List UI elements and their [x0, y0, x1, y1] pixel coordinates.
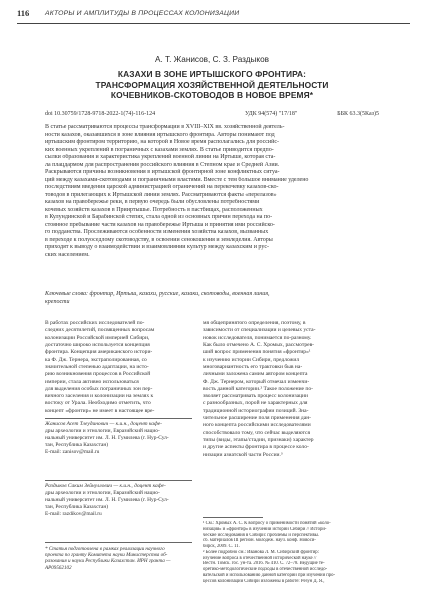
keywords-label: Ключевые слова:: [45, 291, 89, 297]
footnote-line: Вестн. Томск. гос. ун-та. 2016. № 410. С. 72–78. Ведущие те-: [203, 561, 325, 567]
body-line: концепт «фронтир» не имеет в настоящее вре-: [45, 407, 155, 414]
doi: doi 10.30759/1728-9718-2022-1(74)-116-124: [45, 111, 156, 117]
body-line: значительной степенью адаптации, на исто-: [45, 363, 149, 370]
author-email: E-mail: razdikov@mail.ru: [45, 511, 102, 517]
abstract-line: в Кулундинской и Барабинской степях, стала одной из основных причин перехода на по-: [45, 214, 273, 221]
funding-rule: [45, 542, 192, 543]
author-info-razdykov: [45, 483, 195, 518]
section-title: АКТОРЫ И АМПЛИТУДЫ В ПРОЦЕССАХ КОЛОНИЗАЦИИ: [45, 9, 240, 17]
body-line: В работах российских исследователей по-: [45, 320, 145, 326]
author-info-line: тан, Республика Казахстан): [45, 442, 109, 448]
footnotes: [203, 521, 386, 584]
body-line: мя общепринятого определения, поэтому, в: [203, 320, 306, 326]
author-info-line: нальный университет им. Л. Н. Гумилева (г. Нур-Сул-: [45, 497, 169, 503]
abstract-line: стоянное пребывание части казахов на правобережье Иртыша и принятия ими российско-: [45, 221, 275, 228]
body-line: зволяет рассматривать процесс колонизации: [203, 393, 308, 400]
abstract-line: В статье рассматриваются процессы трансформации в XVIII–XIX вв. хозяйственной деятель-: [45, 124, 285, 130]
body-line: зависимости от специализации и целевых уста-: [203, 327, 316, 334]
author-info-line: тан, Республика Казахстан): [45, 504, 109, 510]
body-line: колонизации Российской империей Сибири,: [45, 334, 150, 341]
footnote-line: цессов колонизации Сибири изложены в работе: Резун Д. Я.,: [203, 578, 325, 584]
udk-code: УДК 94(574) "17/18": [245, 111, 298, 117]
abstract-line: приходят к выводу о взаимодействии и взаимовлиянии культур между казахским и рус-: [45, 244, 270, 251]
body-line: ного концепта российскими исследователями: [203, 422, 311, 429]
body-line: чительное расширение поля применения дан-: [203, 415, 312, 422]
author-info-rule: [45, 480, 192, 481]
article-title: [50, 69, 374, 101]
body-line: низации азиатской части России.³: [203, 451, 283, 458]
keywords: [45, 291, 378, 306]
body-line: ка Ф. Дж. Тернера, экстраполированная, со: [45, 356, 147, 363]
funding-line: * Статья подготовлена в рамках реализации научного: [45, 546, 165, 552]
bbk-code: ББК 63.3(5Каз)5: [337, 111, 379, 117]
author-info-line: Раздыков Саким Зейнуллович — к.и.н., доцент кафе-: [45, 483, 166, 489]
abstract: [45, 124, 378, 259]
keywords-text-cont: крепости: [45, 298, 70, 305]
abstract-line: ких военных укреплений в пограничных с казахами землях. В статье приводится предпо-: [45, 146, 274, 153]
footnote-line: ¹ См.: Хромых А. С. К вопросу о применимости понятий «коло-: [203, 521, 331, 526]
title-line: КАЗАХИ В ЗОНЕ ИРТЫШСКОГО ФРОНТИРА:: [117, 69, 307, 79]
footnote-line: оретико-методологические подходы в отечественной исследо-: [203, 567, 328, 572]
body-column-right: [203, 320, 384, 459]
abstract-line: иртышским фронтиром территорию, на которой в Новое время располагались для российс-: [45, 139, 280, 146]
body-line: следних десятилетий, посвященных вопросам: [45, 327, 155, 334]
title-line: КОЧЕВНИКОВ-СКОТОВОДОВ В НОВОЕ ВРЕМЯ*: [110, 90, 314, 101]
body-line: Ф. Дж. Тернером, который отмечал изменчи-: [203, 378, 310, 385]
body-line: для выделения особых пограничных зон пер-: [45, 385, 153, 392]
funding-line: проекта по гранту Комитета науки Министерства об-: [45, 552, 168, 559]
body-line: ший вопрос применения понятия «фронтир»¹: [203, 349, 311, 356]
keywords-text: фронтир, Иртыш, казахи, русские, казаки, скотоводы, военная линия,: [89, 291, 270, 297]
abstract-line: кочевых хозяйств казахов в Прииртышье. Потребность в пастбищах, расположенных: [45, 206, 263, 213]
footnote-line: ческие исследования в Сибири: проблемы и перспективы.: [203, 532, 320, 538]
abstract-line: го подданства. Прослеживаются особенности изменения хозяйства казахов, вызванных: [45, 229, 269, 236]
author-info-rule: [45, 418, 192, 419]
footnote-line: низация» и «фронтир» в изучении истории Сибири // Истори-: [203, 526, 327, 532]
abstract-line: в переходе к полуоседлому скотоводству, в освоении сенокошения и земледелия. Авторы: [45, 236, 273, 243]
header-rule: [17, 23, 410, 24]
body-line: фронтира. Концепция американского истори-: [45, 349, 153, 356]
footnote-line: вательской и использованию данной категории при изучении про-: [203, 572, 336, 578]
footnote-line: бирск, 2009. С. 11.: [203, 544, 240, 549]
body-line: способствовало тому, что сейчас выделяются: [203, 429, 311, 436]
body-line: личными заложена самим автором концепта: [203, 371, 308, 378]
author-info-line: нальный университет им. Л. Н. Гумилева (г. Нур-Сул-: [45, 435, 169, 441]
abstract-line: товодов в прилегающих к Иртышской линии землях. Рассматриваются факты «перелазов»: [45, 191, 277, 198]
abstract-line: ских населением.: [45, 251, 90, 258]
article-authors: А. Т. Жанисов, С. З. Раздыков: [154, 55, 269, 64]
funding-footnote: [45, 546, 195, 571]
body-line: с разнообразных, порой не характерных для: [203, 400, 308, 407]
abstract-line: ности казахов, оказавшихся в зоне влияния иртышского фронтира. Авторы понимают под: [45, 131, 275, 138]
author-email: E-mail: zanisov@mail.ru: [45, 449, 100, 455]
abstract-line: сылки образования и характеристика укреплений военной линии на Иртыше, которая ста-: [45, 154, 276, 161]
funding-line: разования и науки Республики Казахстан. ИРН гранта —: [45, 558, 171, 565]
body-line: типы (виды, этапы/стадии, признаки) характер: [203, 437, 314, 443]
footnotes-rule: [203, 517, 263, 518]
body-line: вость данной категории.² Такое положение по-: [203, 385, 313, 392]
author-info-line: Жанисов Асет Тлеудинович — к.и.н., доцент кафе-: [45, 421, 162, 427]
body-line: востоку от Урала. Необходимо отметить, что: [45, 400, 151, 407]
body-line: традиционной историографии позиций. Зна-: [203, 407, 309, 414]
author-info-zhanisov: [45, 421, 195, 456]
body-line: рию возникновения процессов в Российской: [45, 371, 151, 378]
body-line: вичного заселения и колонизации на землях к: [45, 393, 154, 400]
abstract-line: Раскрываются причины возникновения в иртышской фронтирной зоне конфликтных ситуа-: [45, 169, 280, 176]
body-line: к изучению истории Сибири, предложил: [203, 356, 300, 363]
abstract-line: казахов на правобережье реки, в первую очередь были обусловлены потребностями: [45, 199, 260, 206]
author-info-line: дры археологии и этнологии, Евразийский нацио-: [45, 490, 160, 496]
abstract-line: ций между казахами-скотоводами и пограничными властями. Вместе с тем большое внимание уделено: [45, 176, 309, 183]
author-info-line: дры археологии и этнологии, Евразийский нацио-: [45, 428, 160, 434]
abstract-line: последствиям введения царской администрацией ограничений на перекочевку казахов-ско-: [45, 184, 279, 191]
page-number: 116: [17, 8, 30, 18]
body-column-left: [45, 320, 192, 415]
article-meta: [45, 111, 379, 121]
funding-line: AP09562102: [45, 564, 72, 571]
body-line: новок исследователя, понимается по-разному.: [203, 334, 312, 341]
footnote-line: изучение вопроса в отечественной исторической науке //: [203, 555, 317, 561]
body-line: достаточно широко используется концепция: [45, 341, 150, 348]
running-head: [17, 6, 410, 20]
title-line: ТРАНСФОРМАЦИЯ ХОЗЯЙСТВЕННОЙ ДЕЯТЕЛЬНОСТИ: [95, 79, 329, 90]
abstract-line: ла плацдармом для распространения российского влияния в Степном крае и Средней Азии.: [45, 161, 280, 168]
footnote-line: сб. материалов III регион. молодеж. науч. конф. Новоси-: [203, 538, 316, 544]
body-line: Как было отмечено А. С. Хромых, рассмотрев-: [203, 341, 315, 348]
body-line: империи, стала активно использоваться: [45, 378, 139, 385]
footnote-line: ² Более подробно см.: Иванова Л. М. Сибирский фронтир:: [203, 549, 319, 555]
body-line: многовариантность его трактовки быв на-: [203, 363, 303, 370]
body-line: и другие аспекты фронтира в процессе коло-: [203, 444, 309, 451]
